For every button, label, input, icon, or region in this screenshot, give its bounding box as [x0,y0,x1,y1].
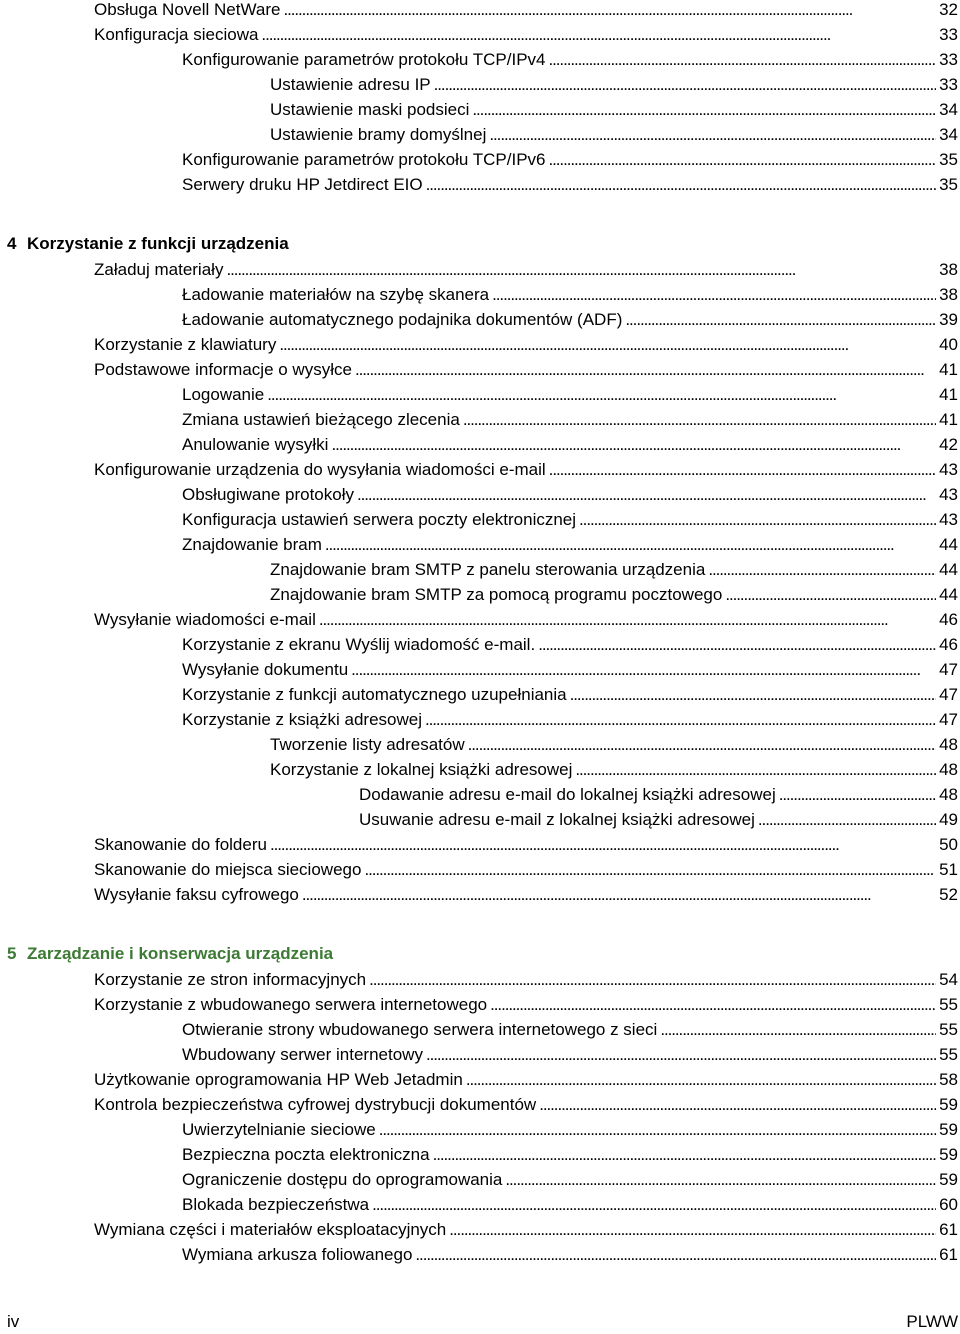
toc-entry-title: Wysyłanie dokumentu [182,660,349,679]
dot-leader [463,407,936,432]
toc-entry-page: 40 [939,335,958,354]
chapter-heading[interactable] [7,231,289,257]
toc-entry-title: Kontrola bezpieczeństwa cyfrowej dystrybucji dokumentów [94,1095,537,1114]
toc-entry-page: 49 [939,810,958,829]
toc-entry-title: Wymiana arkusza foliowanego [182,1245,413,1264]
toc-entry-page: 48 [939,760,958,779]
chapter-heading[interactable] [7,941,333,967]
toc-entry[interactable] [182,432,958,457]
toc-entry-page: 59 [939,1170,958,1189]
toc-entry-title: Korzystanie z klawiatury [94,335,277,354]
dot-leader [466,1067,936,1092]
dot-leader [283,0,936,22]
dot-leader [570,682,936,707]
toc-entry-title: Wbudowany serwer internetowy [182,1045,423,1064]
toc-entry-page: 50 [939,835,958,854]
toc-entry-title: Obsługiwane protokoły [182,485,354,504]
toc-entry[interactable] [182,482,958,507]
toc-entry-title: Blokada bezpieczeństwa [182,1195,370,1214]
toc-entry[interactable] [182,657,958,682]
dot-leader [261,22,936,47]
dot-leader [625,307,936,332]
dot-leader [468,732,936,757]
toc-entry-page: 61 [939,1220,958,1239]
dot-leader [267,382,936,407]
dot-leader [492,282,936,307]
toc-entry[interactable] [94,257,958,282]
toc-entry-title: Konfigurowanie parametrów protokołu TCP/IPv6 [182,150,546,169]
toc-entry[interactable] [94,882,958,907]
dot-leader [357,482,936,507]
toc-entry[interactable] [182,1017,958,1042]
toc-entry-page: 61 [939,1245,958,1264]
toc-entry[interactable] [94,0,958,22]
toc-entry-page: 38 [939,285,958,304]
toc-entry-title: Anulowanie wysyłki [182,435,329,454]
dot-leader [433,1142,936,1167]
dot-leader [548,47,936,72]
footer-code: PLWW [906,1312,958,1331]
toc-entry[interactable] [270,97,958,122]
toc-entry-page: 47 [939,685,958,704]
toc-entry-page: 51 [939,860,958,879]
toc-entry-page: 44 [939,560,958,579]
toc-entry-page: 60 [939,1195,958,1214]
chapter-title: Zarządzanie i konserwacja urządzenia [27,944,334,963]
dot-leader [379,1117,936,1142]
dot-leader [505,1167,936,1192]
toc-entry-page: 33 [939,50,958,69]
toc-entry-title: Podstawowe informacje o wysyłce [94,360,352,379]
toc-entry[interactable] [94,332,958,357]
toc-entry[interactable] [270,757,958,782]
toc-entry-page: 33 [939,25,958,44]
toc-entry[interactable] [182,532,958,557]
toc-entry-page: 47 [939,710,958,729]
toc-entry[interactable] [94,1067,958,1092]
toc-entry-title: Znajdowanie bram SMTP z panelu sterowania urządzenia [270,560,706,579]
dot-leader [426,1042,936,1067]
dot-leader [415,1242,936,1267]
toc-entry-page: 46 [939,610,958,629]
chapter-title: Korzystanie z funkcji urządzenia [27,234,289,253]
dot-leader [369,967,936,992]
toc-entry[interactable] [94,1217,958,1242]
toc-entry-title: Konfiguracja ustawień serwera poczty elektronicznej [182,510,577,529]
toc-entry-page: 55 [939,995,958,1014]
toc-entry-page: 41 [939,410,958,429]
dot-leader [725,582,936,607]
toc-entry-page: 42 [939,435,958,454]
toc-entry-page: 47 [939,660,958,679]
toc-entry-page: 44 [939,535,958,554]
toc-entry-title: Korzystanie z ekranu Wyślij wiadomość e-mail. [182,635,536,654]
toc-entry-title: Załaduj materiały [94,260,224,279]
toc-entry-title: Znajdowanie bram SMTP za pomocą programu pocztowego [270,585,723,604]
toc-entry[interactable] [94,992,958,1017]
toc-entry-page: 59 [939,1095,958,1114]
toc-entry-page: 43 [939,510,958,529]
toc-entry-page: 41 [939,385,958,404]
dot-leader [489,122,936,147]
dot-leader [490,992,936,1017]
dot-leader [539,1092,936,1117]
toc-entry-page: 55 [939,1020,958,1039]
toc-entry-page: 39 [939,310,958,329]
dot-leader [472,97,936,122]
toc-entry[interactable] [94,832,958,857]
toc-entry-title: Ładowanie automatycznego podajnika dokumentów (ADF) [182,310,623,329]
toc-entry[interactable] [182,507,958,532]
dot-leader [548,147,936,172]
toc-entry-title: Ograniczenie dostępu do oprogramowania [182,1170,503,1189]
dot-leader [325,532,936,557]
toc-entry[interactable] [94,457,958,482]
toc-entry-title: Ładowanie materiałów na szybę skanera [182,285,490,304]
toc-entry-title: Konfiguracja sieciowa [94,25,259,44]
toc-entry[interactable] [182,147,958,172]
dot-leader [302,882,936,907]
toc-entry[interactable] [270,122,958,147]
toc-entry[interactable] [270,582,958,607]
dot-leader [331,432,936,457]
toc-entry-page: 59 [939,1145,958,1164]
toc-entry[interactable] [94,857,958,882]
toc-entry-title: Korzystanie z książki adresowej [182,710,422,729]
dot-leader [434,72,936,97]
footer-page-number: iv [7,1312,20,1331]
toc-entry[interactable] [270,732,958,757]
toc-entry-title: Logowanie [182,385,265,404]
toc-entry[interactable] [182,1142,958,1167]
toc-entry[interactable] [182,307,958,332]
toc-entry-page: 58 [939,1070,958,1089]
toc-entry[interactable] [94,607,958,632]
toc-entry-page: 34 [939,125,958,144]
dot-leader [660,1017,936,1042]
toc-entry[interactable] [182,682,958,707]
dot-leader [538,632,936,657]
toc-entry-title: Otwieranie strony wbudowanego serwera internetowego z sieci [182,1020,658,1039]
dot-leader [708,557,936,582]
dot-leader [449,1217,936,1242]
toc-entry-title: Obsługa Novell NetWare [94,0,281,19]
toc-entry-title: Korzystanie z wbudowanego serwera internetowego [94,995,488,1014]
toc-entry-title: Ustawienie bramy domyślnej [270,125,487,144]
dot-leader [372,1192,936,1217]
toc-entry[interactable] [182,1167,958,1192]
toc-entry-page: 54 [939,970,958,989]
toc-entry[interactable] [270,72,958,97]
toc-entry-title: Korzystanie ze stron informacyjnych [94,970,367,989]
toc-entry-title: Tworzenie listy adresatów [270,735,465,754]
toc-entry[interactable] [182,1042,958,1067]
toc-entry[interactable] [182,382,958,407]
dot-leader [279,332,936,357]
toc-entry[interactable] [94,22,958,47]
toc-entry-title: Korzystanie z lokalnej książki adresowej [270,760,573,779]
toc-entry-title: Wysyłanie wiadomości e-mail [94,610,316,629]
toc-entry[interactable] [94,967,958,992]
dot-leader [549,457,936,482]
toc-entry-page: 44 [939,585,958,604]
dot-leader [425,707,936,732]
toc-entry[interactable] [182,632,958,657]
dot-leader [319,607,936,632]
toc-entry-title: Ustawienie adresu IP [270,75,431,94]
toc-entry-title: Serwery druku HP Jetdirect EIO [182,175,423,194]
dot-leader [355,357,936,382]
toc-entry-page: 43 [939,460,958,479]
toc-entry-title: Korzystanie z funkcji automatycznego uzupełniania [182,685,567,704]
toc-entry[interactable] [182,1117,958,1142]
toc-entry-page: 41 [939,360,958,379]
toc-entry-page: 59 [939,1120,958,1139]
dot-leader [779,782,936,807]
toc-entry[interactable] [94,1092,958,1117]
dot-leader [426,172,936,197]
toc-entry-title: Skanowanie do miejsca sieciowego [94,860,362,879]
dot-leader [579,507,936,532]
toc-entry[interactable] [94,357,958,382]
toc-entry[interactable] [182,172,958,197]
toc-entry[interactable] [182,47,958,72]
toc-entry[interactable] [182,1242,958,1267]
toc-entry-title: Użytkowanie oprogramowania HP Web Jetadmin [94,1070,463,1089]
toc-entry-title: Bezpieczna poczta elektroniczna [182,1145,430,1164]
toc-entry-page: 48 [939,785,958,804]
toc-entry-title: Ustawienie maski podsieci [270,100,470,119]
toc-entry-title: Skanowanie do folderu [94,835,267,854]
toc-entry-title: Zmiana ustawień bieżącego zlecenia [182,410,460,429]
toc-entry-title: Znajdowanie bram [182,535,322,554]
toc-entry-title: Uwierzytelnianie sieciowe [182,1120,376,1139]
chapter-number: 5 [7,944,17,963]
toc-entry-page: 55 [939,1045,958,1064]
toc-entry-title: Konfigurowanie parametrów protokołu TCP/IPv4 [182,50,546,69]
toc-entry-title: Usuwanie adresu e-mail z lokalnej książki adresowej [359,810,755,829]
toc-entry-page: 33 [939,75,958,94]
toc-entry[interactable] [359,807,958,832]
dot-leader [351,657,936,682]
toc-entry-title: Wymiana części i materiałów eksploatacyjnych [94,1220,447,1239]
toc-entry-page: 48 [939,735,958,754]
toc-entry[interactable] [182,282,958,307]
dot-leader [270,832,936,857]
toc-entry-page: 38 [939,260,958,279]
toc-entry-page: 43 [939,485,958,504]
toc-entry-page: 34 [939,100,958,119]
toc-entry[interactable] [359,782,958,807]
toc-entry-title: Konfigurowanie urządzenia do wysyłania wiadomości e-mail [94,460,546,479]
toc-entry[interactable] [270,557,958,582]
toc-entry-page: 52 [939,885,958,904]
toc-entry-page: 46 [939,635,958,654]
dot-leader [575,757,936,782]
dot-leader [758,807,936,832]
toc-entry-page: 35 [939,175,958,194]
toc-entry-title: Dodawanie adresu e-mail do lokalnej książki adresowej [359,785,776,804]
toc-entry-page: 35 [939,150,958,169]
dot-leader [226,257,936,282]
toc-entry[interactable] [182,407,958,432]
toc-entry[interactable] [182,707,958,732]
toc-entry-title: Wysyłanie faksu cyfrowego [94,885,299,904]
chapter-number: 4 [7,234,17,253]
dot-leader [364,857,936,882]
toc-entry-page: 32 [939,0,958,19]
toc-entry[interactable] [182,1192,958,1217]
